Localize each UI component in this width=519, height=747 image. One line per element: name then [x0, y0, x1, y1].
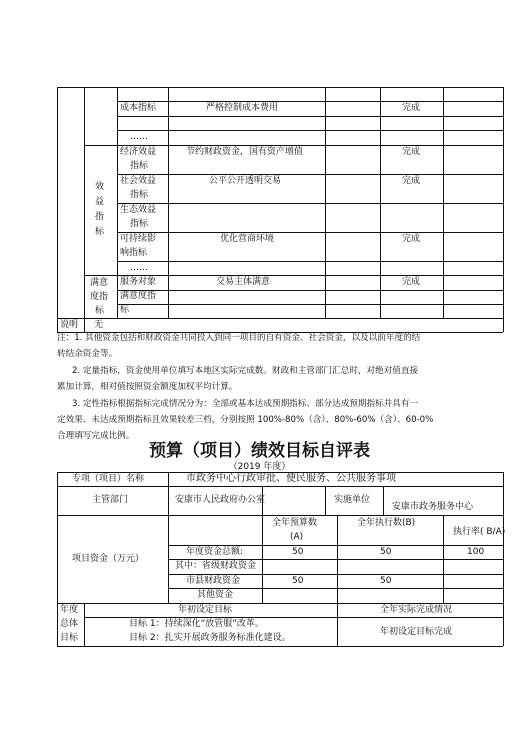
note-line-6: 定效果、未达成预期指标且效果较差三档，分别按照 100%-80%（含）、80%-60%（含）、60-0%	[57, 415, 434, 425]
group-benefit-char-4: 标	[95, 227, 105, 237]
goal-2: 目标 2：扎实开展政务服务标准化建设。	[129, 633, 291, 643]
indicator-economic-line1: 经济效益	[120, 147, 157, 157]
project-name: 市政务中心行政审批、便民服务、公共服务事项	[186, 473, 396, 484]
budget-header-line2: (A)	[290, 532, 304, 542]
indicator-eco-env-line1: 生态效益	[120, 205, 157, 215]
fund-row-label-other: 其他资金	[197, 590, 234, 600]
status-satisfaction: 完成	[402, 277, 421, 287]
fund-row-a-total: 50	[292, 547, 304, 557]
status-cost: 完成	[402, 103, 421, 113]
indicator-eco-env-line2: 指标	[130, 219, 149, 229]
dept-value: 安康市人民政府办公室	[175, 495, 266, 505]
fund-row-label-total: 年度资金总额:	[186, 547, 244, 557]
fund-row-b-city: 50	[380, 576, 392, 586]
impl-value: 安康市政务服务中心	[392, 502, 474, 512]
note-line-5: 3. 定性指标根据指标完成情况分为：全部或基本达成预期指标、部分达成预期指标并具有一	[72, 399, 419, 409]
form-title: 预算（项目）绩效目标自评表	[149, 441, 370, 461]
goal-actual: 年初设定目标完成	[380, 627, 453, 637]
group-satisfaction-line1: 满意	[90, 278, 109, 288]
status-sustain: 完成	[402, 234, 421, 244]
explain-label: 说明	[60, 320, 79, 330]
indicator-social-line1: 社会效益	[120, 176, 157, 186]
goal-actual-header: 全年实际完成情况	[380, 605, 453, 615]
explain-value: 无	[94, 320, 104, 330]
note-line-3: 2. 定量指标，资金使用单位填写本地区实际完成数。财政和主管部门汇总时，对绝对值直接	[72, 366, 419, 376]
fund-row-label-city: 市县财政资金	[186, 576, 241, 586]
dept-label: 主管部门	[92, 495, 129, 505]
content-economic: 节约财政资金，国有资产增值	[186, 147, 304, 157]
exec-header: 全年执行数(B)	[357, 518, 416, 528]
project-name-label: 专项（项目）名称	[72, 474, 145, 484]
fund-label: 项目资金（万元）	[72, 554, 145, 564]
indicator-social-line2: 指标	[130, 190, 149, 200]
group-benefit-char-3: 指	[95, 212, 105, 222]
note-line-7: 合理填写完成比例。	[57, 431, 135, 441]
indicator-cost: 成本指标	[120, 103, 157, 113]
indicator-economic-line2: 指标	[130, 161, 149, 171]
group-benefit-char-2: 益	[95, 197, 105, 207]
status-economic: 完成	[402, 147, 421, 157]
note-line-1: 注：1. 其他资金包括和财政资金共同投入到同一项目的自有资金、社会资金，以及以前年度的结	[57, 333, 421, 343]
fund-row-b-total: 50	[380, 547, 392, 557]
group-satisfaction-line3: 标	[95, 306, 105, 316]
status-social: 完成	[402, 176, 421, 186]
impl-label: 实施单位	[334, 495, 371, 505]
indicator-satisfaction-line2: 满意度指	[120, 291, 157, 301]
indicator-satisfaction-line3: 标	[120, 305, 130, 315]
content-cost: 严格控制成本费用	[206, 103, 279, 113]
note-line-2: 转结余资金等。	[57, 349, 118, 359]
indicator-ellipsis-1: ……	[130, 132, 148, 142]
rate-header: 执行率( B/A)	[453, 527, 506, 537]
content-sustain: 优化营商环境	[220, 234, 275, 244]
goal-side-line2: 总体	[60, 619, 79, 629]
fund-row-label-province: 其中：省级财政资金	[175, 561, 257, 571]
fund-row-a-city: 50	[292, 576, 304, 586]
indicator-sustain-line1: 可持续影	[120, 234, 157, 244]
form-year: （2019 年度）	[228, 462, 291, 472]
indicator-ellipsis-2: ……	[130, 263, 148, 273]
content-social: 公平公开透明交易	[209, 176, 282, 186]
goal-side-line1: 年度	[60, 605, 79, 615]
content-satisfaction: 交易主体满意	[216, 277, 271, 287]
indicator-sustain-line2: 响指标	[120, 248, 148, 258]
goal-1: 目标 1：持续深化“放管服”改革。	[129, 619, 264, 629]
goal-set-header: 年初设定目标	[178, 605, 233, 615]
budget-header-line1: 全年预算数	[272, 518, 318, 528]
goal-side-line3: 目标	[60, 633, 79, 643]
indicator-satisfaction-line1: 服务对象	[120, 277, 157, 287]
note-line-4: 累加计算，相对值按照资金额度加权平均计算。	[57, 382, 238, 392]
fund-row-rate-total: 100	[467, 547, 485, 557]
group-benefit-char-1: 效	[95, 182, 105, 192]
group-satisfaction-line2: 度指	[90, 292, 109, 302]
